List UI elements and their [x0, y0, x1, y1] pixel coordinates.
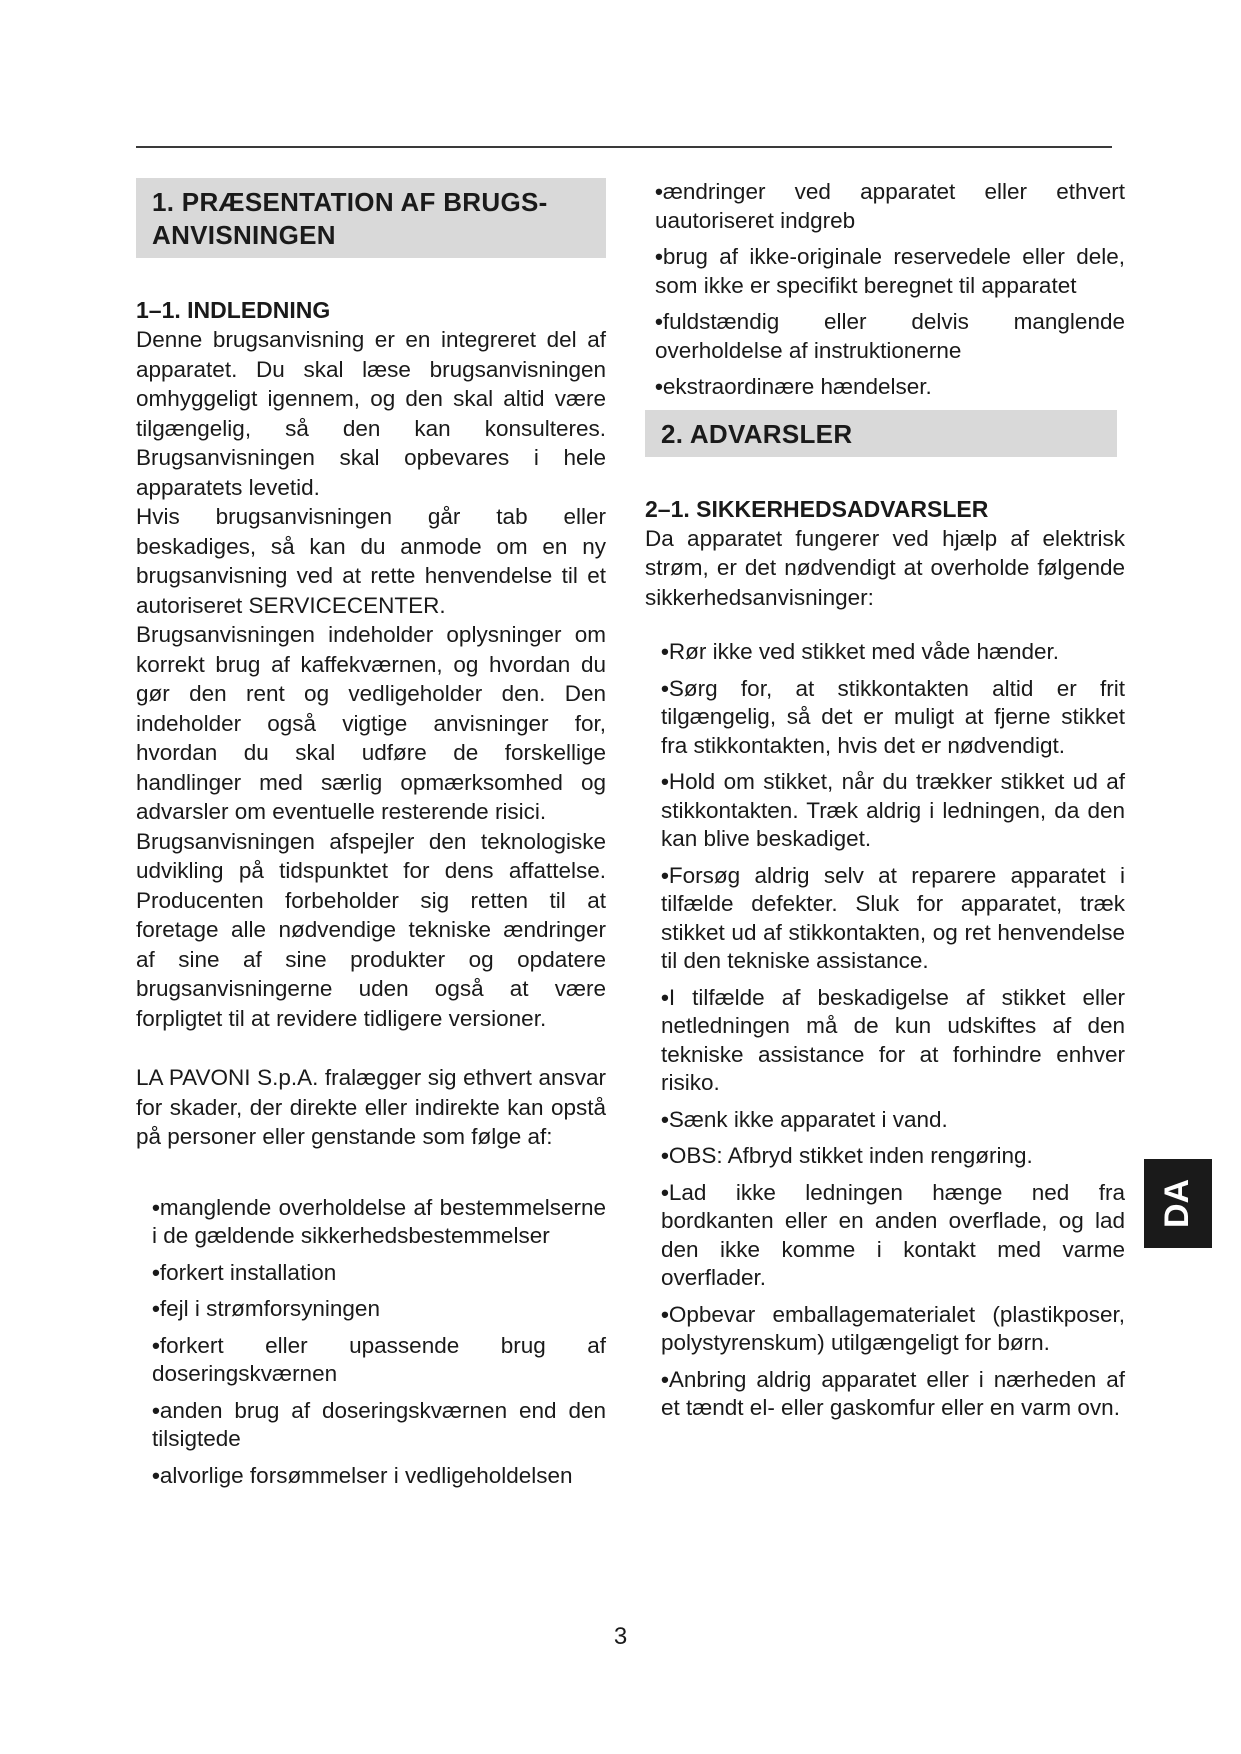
list-item: • forkert eller upassende brug af doseringskværnen — [152, 1332, 606, 1389]
left-column — [136, 178, 606, 1498]
liability-list — [136, 1194, 606, 1491]
lost-manual-paragraph: Hvis brugsanvisningen går tab eller beskadiges, så kan du anmode om en ny brugsanvisning ved at rette henvendelse til et autoriseret SERVICECENTER. — [136, 504, 606, 618]
list-item: • ændringer ved apparatet eller ethvert uautoriseret indgreb — [655, 178, 1125, 235]
safety-intro-paragraph: Da apparatet fungerer ved hjælp af elektrisk strøm, er det nødvendigt at overholde følgende sikkerhedsanvisninger: — [645, 525, 1125, 610]
list-item: • I tilfælde af beskadigelse af stikket eller netledningen må de kun udskiftes af den tekniske assistance for at forhindre enhver risiko. — [661, 984, 1125, 1098]
subsection-1-1-heading: 1–1. INDLEDNING — [136, 297, 331, 323]
section-1-heading: 1. PRÆSENTATION AF BRUGS-ANVISNINGEN — [136, 178, 606, 258]
list-item: • Anbring aldrig apparatet eller i nærheden af et tændt el- eller gaskomfur eller en varm ovn. — [661, 1366, 1125, 1423]
list-item: • fuldstændig eller delvis manglende overholdelse af instruktionerne — [655, 308, 1125, 365]
safety-warnings-list — [645, 638, 1125, 1423]
technology-paragraph: Brugsanvisningen afspejler den teknologiske udvikling på tidspunktet for dens affattelse. Producenten forbeholder sig retten til at foretage alle nødvendige tekniske ændringer af sine af sine produkter og opdatere brugsanvisningerne uden også at være forpligtet til at revidere tidligere versioner. — [136, 828, 606, 1031]
language-tab-label: DA — [1158, 1178, 1197, 1229]
list-item: • Hold om stikket, når du trækker stikket ud af stikkontakten. Træk aldrig i ledningen, da den kan blive beskadiget. — [661, 768, 1125, 854]
list-item: • OBS: Afbryd stikket inden rengøring. — [661, 1142, 1125, 1171]
liability-paragraph: LA PAVONI S.p.A. fralægger sig ethvert ansvar for skader, der direkte eller indirekte kan opstå på personer eller genstande som følge af: — [136, 1065, 606, 1149]
intro-paragraph: Denne brugsanvisning er en integreret del af apparatet. Du skal læse brugsanvisningen omhyggeligt igennem, og den skal altid være tilgængelig, så den kan konsulteres. Brugsanvisningen skal opbevares i hele apparatets levetid. — [136, 327, 606, 500]
list-item: • anden brug af doseringskværnen end den tilsigtede — [152, 1397, 606, 1454]
list-item: • Opbevar emballagematerialet (plastikposer, polystyrenskum) utilgængeligt for børn. — [661, 1301, 1125, 1358]
list-item: • forkert installation — [152, 1259, 606, 1288]
list-item: • Rør ikke ved stikket med våde hænder. — [661, 638, 1125, 667]
page-number: 3 — [613, 1623, 628, 1650]
list-item: • brug af ikke-originale reservedele eller dele, som ikke er specifikt beregnet til apparatet — [655, 243, 1125, 300]
list-item: • manglende overholdelse af bestemmelserne i de gældende sikkerhedsbestemmelser — [152, 1194, 606, 1251]
list-item: • Sørg for, at stikkontakten altid er frit tilgængelig, så det er muligt at fjerne stikket fra stikkontakten, hvis det er nødvendigt. — [661, 675, 1125, 761]
header-rule — [136, 146, 1112, 148]
list-item: • Lad ikke ledningen hænge ned fra bordkanten eller en anden overflade, og lad den ikke komme i kontakt med varme overflader. — [661, 1179, 1125, 1293]
list-item: • Forsøg aldrig selv at reparere apparatet i tilfælde defekter. Sluk for apparatet, træk stikket ud af stikkontakten, og ret henvendelse til den tekniske assistance. — [661, 862, 1125, 976]
list-item: • ekstraordinære hændelser. — [655, 373, 1125, 402]
language-tab — [1144, 1159, 1212, 1248]
list-item: • fejl i strømforsyningen — [152, 1295, 606, 1324]
contents-paragraph: Brugsanvisningen indeholder oplysninger om korrekt brug af kaffekværnen, og hvordan du gør den rent og vedligeholder den. Den indeholder også vigtige anvisninger for, hvordan du skal udføre de forskellige handlinger med særlig opmærksomhed og advarsler om eventuelle resterende risici. — [136, 622, 606, 824]
list-item: • Sænk ikke apparatet i vand. — [661, 1106, 1125, 1135]
list-item: • alvorlige forsømmelser i vedligeholdelsen — [152, 1462, 606, 1491]
section-2-heading: 2. ADVARSLER — [645, 410, 1117, 457]
liability-list-continued — [645, 178, 1125, 402]
right-column — [645, 178, 1125, 1431]
subsection-2-1-heading: 2–1. SIKKERHEDSADVARSLER — [645, 495, 989, 522]
